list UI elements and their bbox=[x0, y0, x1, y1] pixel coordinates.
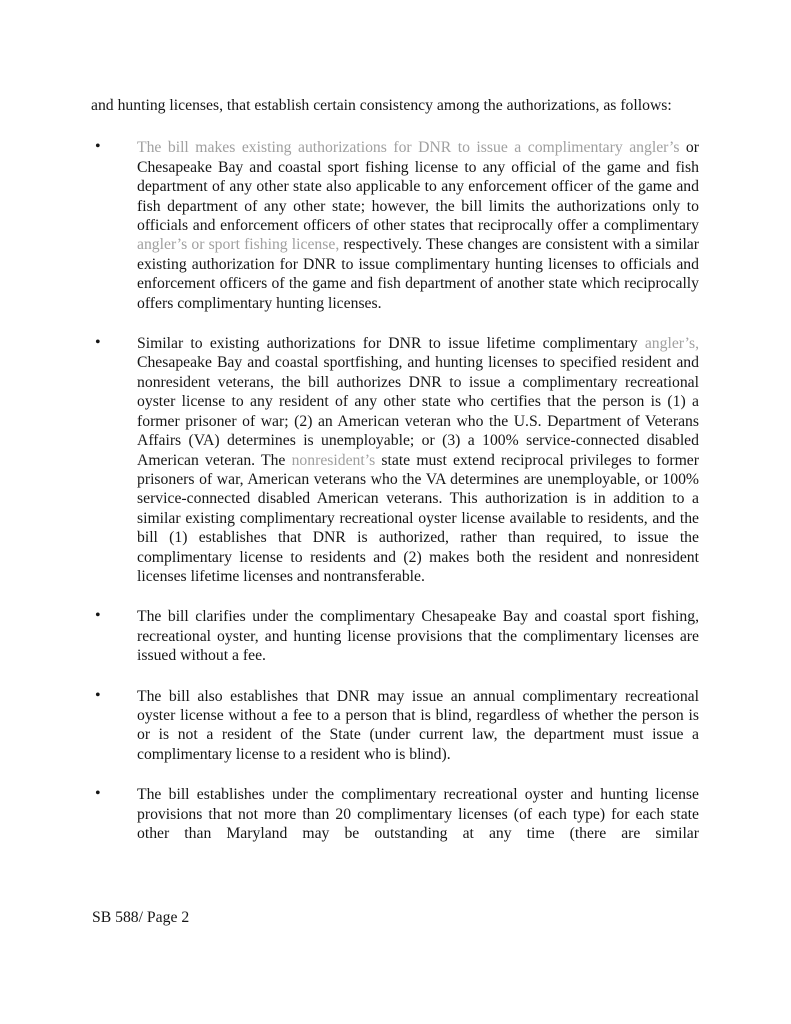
bullet-icon bbox=[95, 137, 101, 156]
bullet-icon bbox=[95, 333, 101, 352]
bullet-text-segment: Similar to existing authorizations for DNR to issue lifetime complimentary bbox=[137, 335, 645, 353]
bullet-item-1 bbox=[91, 138, 699, 313]
bullet-text-segment: Chesapeake Bay and coastal sportfishing, and hunting licenses to specified resident and nonresident veterans, the bill authorizes DNR to issue a complimentary recreational oyster license to any resident of any other state who certifies that the person is (1) a former prisoner of war; (2) an American veteran who the U.S. Department of Veterans Affairs (VA) determines is unemployable; or (3) a 100% service-connected disabled American veteran. The bbox=[137, 354, 699, 469]
bullet-text-segment: angler’s or sport fishing license, bbox=[137, 236, 340, 254]
bullet-item-2 bbox=[91, 334, 699, 586]
bullet-item-4 bbox=[91, 687, 699, 765]
bullet-text-segment: The bill establishes under the complimentary recreational oyster and hunting license provisions that not more than 20 complimentary licenses (of each type) for each state other than Maryland may be outstanding at any time (there are similar bbox=[137, 786, 699, 842]
bullet-item-5 bbox=[91, 785, 699, 843]
bullet-text-segment: respectively. These changes are consistent with a similar existing authorization for DNR to issue complimentary hunting licenses to officials and enforcement officers of the game and fish department of another state which reciprocally offers complimentary hunting licenses. bbox=[137, 236, 699, 312]
bullet-icon bbox=[95, 606, 101, 625]
bullet-icon bbox=[95, 686, 101, 705]
bullet-text-segment: The bill also establishes that DNR may issue an annual complimentary recreational oyster license without a fee to a person that is blind, regardless of whether the person is or is not a resident of the State (under current law, the department must issue a complimentary license to a resident who is blind). bbox=[137, 687, 699, 763]
bullet-text-segment: The bill makes existing authorizations for DNR to issue a complimentary angler’s bbox=[137, 139, 680, 157]
bullet-text-segment: nonresident’s bbox=[291, 451, 376, 469]
intro-paragraph: and hunting licenses, that establish certain consistency among the authorizations, as follows: bbox=[91, 97, 672, 114]
bullet-text-segment: The bill clarifies under the complimentary Chesapeake Bay and coastal sport fishing, recreational oyster, and hunting license provisions that the complimentary licenses are issued without a fee. bbox=[137, 608, 699, 665]
bullet-text-segment: or Chesapeake Bay and coastal sport fishing license to any official of the game and fish department of any other state also applicable to any enforcement officer of the game and fish department of any other state; however, the bill limits the authorizations only to officials and enforcement officers of other states that reciprocally offer a complimentary bbox=[137, 139, 699, 235]
bullet-icon bbox=[95, 784, 101, 803]
page-footer: SB 588/ Page 2 bbox=[92, 909, 190, 926]
bullet-text-segment: angler’s, bbox=[644, 335, 699, 353]
page-content bbox=[91, 96, 699, 843]
bullet-item-3 bbox=[91, 607, 699, 665]
bullet-list bbox=[91, 138, 699, 843]
bullet-text-segment: state must extend reciprocal privileges to former prisoners of war, American veterans who the VA determines are unemployable, or 100% service-connected disabled American veterans. This authorization is in addition to a similar existing complimentary recreational oyster license available to residents, and the bill (1) establishes that DNR is authorized, rather than required, to issue the complimentary license to residents and (2) makes both the resident and nonresident licenses lifetime licenses and nontransferable. bbox=[137, 451, 699, 585]
